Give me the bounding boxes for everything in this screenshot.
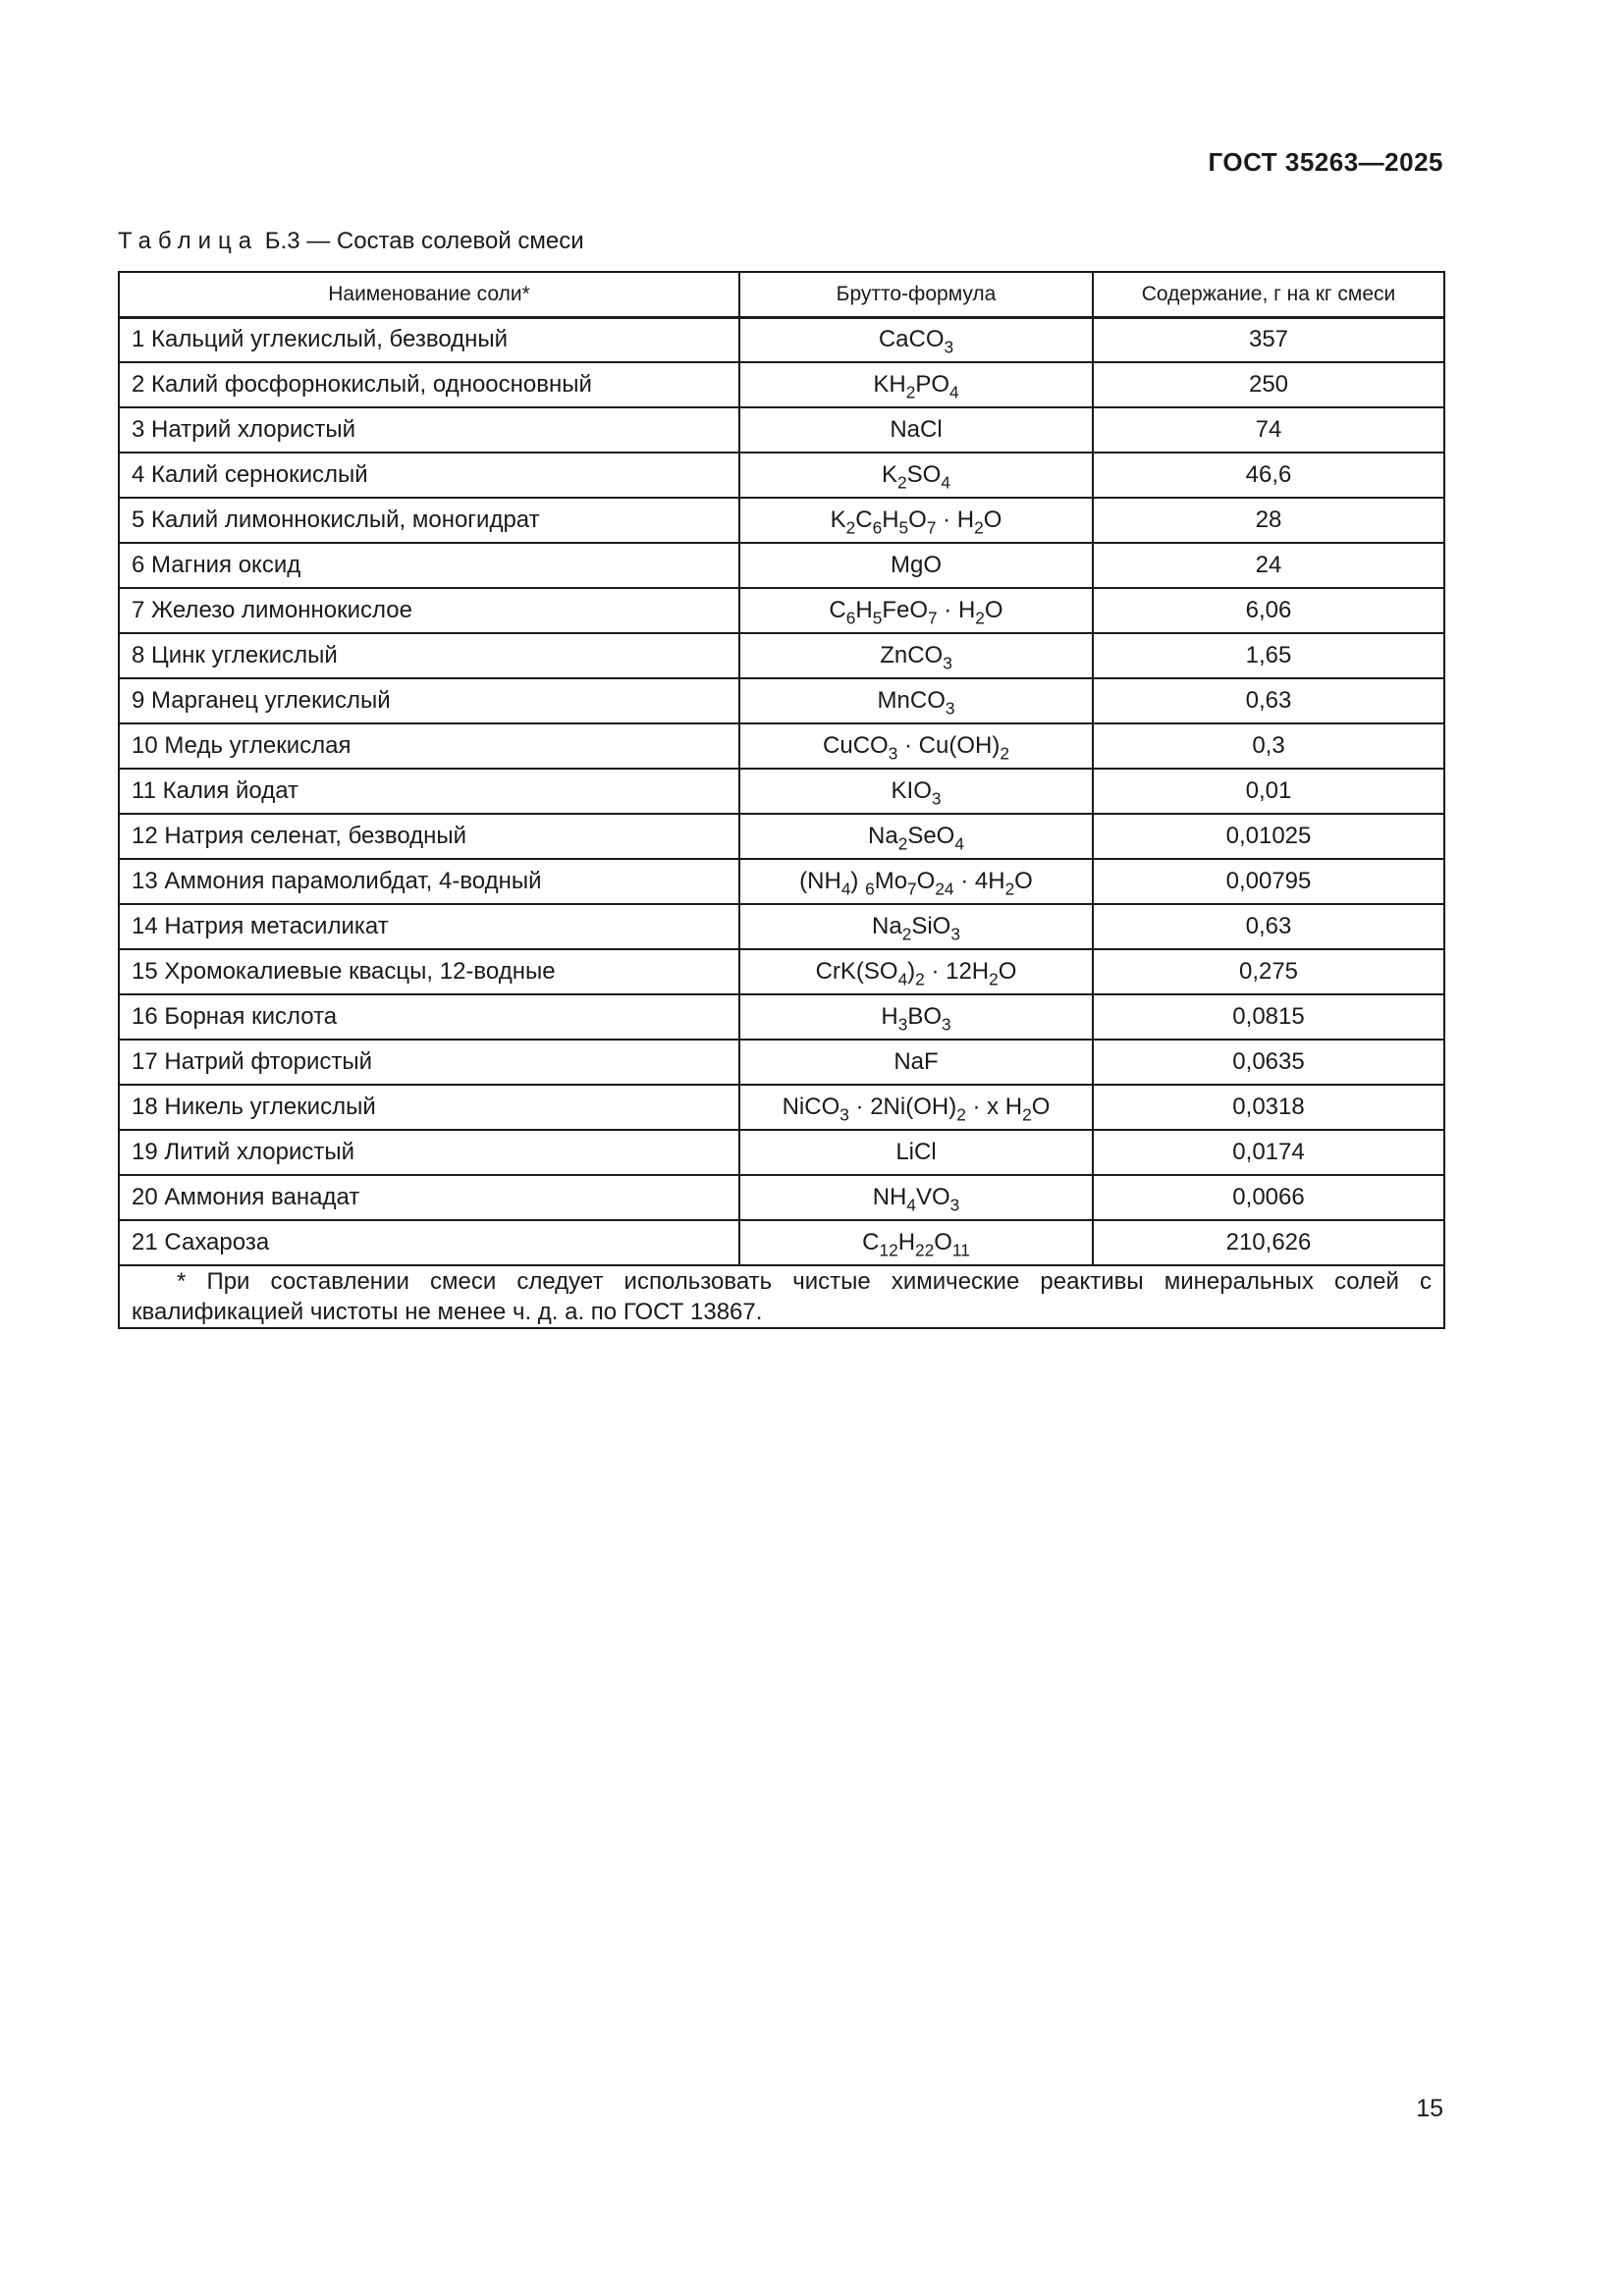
amount-cell: 0,3 bbox=[1093, 723, 1444, 769]
gross-formula-cell bbox=[739, 407, 1093, 453]
salt-name-cell: 21 Сахароза bbox=[119, 1220, 739, 1265]
document-code: ГОСТ 35263—2025 bbox=[1208, 147, 1443, 177]
formula-text: O bbox=[934, 1229, 952, 1255]
gross-formula-cell bbox=[739, 814, 1093, 859]
salt-name-cell: 5 Калий лимоннокислый, моногидрат bbox=[119, 498, 739, 543]
formula-text: O bbox=[984, 597, 1003, 623]
formula-text: · 4H bbox=[953, 868, 1005, 894]
salt-name-cell: 2 Калий фосфорнокислый, одноосновный bbox=[119, 362, 739, 407]
formula-text: Na bbox=[872, 913, 902, 939]
formula-subscript: 3 bbox=[888, 743, 898, 764]
salt-name-cell: 14 Натрия метасиликат bbox=[119, 904, 739, 949]
formula-subscript: 24 bbox=[935, 879, 954, 899]
formula-text: PO bbox=[915, 371, 950, 398]
formula-text: O bbox=[998, 958, 1017, 985]
table-footnote bbox=[119, 1265, 1444, 1328]
table-row bbox=[119, 543, 1444, 588]
formula-text: C bbox=[855, 507, 873, 533]
gross-formula-cell bbox=[739, 1175, 1093, 1220]
salt-name-cell: 12 Натрия селенат, безводный bbox=[119, 814, 739, 859]
salt-name-cell: 1 Кальций углекислый, безводный bbox=[119, 317, 739, 362]
table-row bbox=[119, 723, 1444, 769]
amount-cell: 0,0635 bbox=[1093, 1040, 1444, 1085]
formula-subscript: 5 bbox=[898, 517, 909, 538]
formula-subscript: 5 bbox=[872, 608, 883, 628]
gross-formula-cell bbox=[739, 317, 1093, 362]
salt-name-cell: 8 Цинк углекислый bbox=[119, 633, 739, 678]
formula-subscript: 4 bbox=[840, 879, 851, 899]
formula-subscript: 2 bbox=[974, 517, 984, 538]
salt-name-cell: 20 Аммония ванадат bbox=[119, 1175, 739, 1220]
formula-text: H bbox=[881, 1003, 898, 1030]
formula-text: VO bbox=[915, 1184, 950, 1210]
formula-subscript: 2 bbox=[989, 969, 999, 989]
table-body bbox=[119, 317, 1444, 1265]
formula-text: ) bbox=[850, 868, 866, 894]
formula-text: MnCO bbox=[877, 687, 946, 714]
formula-text: BO bbox=[907, 1003, 943, 1030]
gross-formula-cell bbox=[739, 453, 1093, 498]
page-number: 15 bbox=[1416, 2095, 1443, 2122]
gross-formula-cell bbox=[739, 723, 1093, 769]
formula-text: · 12H bbox=[924, 958, 990, 985]
formula-subscript: 6 bbox=[865, 879, 875, 899]
gross-formula-cell bbox=[739, 1085, 1093, 1130]
salt-name-cell: 15 Хромокалиевые квасцы, 12-водные bbox=[119, 949, 739, 994]
formula-text: O bbox=[916, 868, 936, 894]
formula-subscript: 2 bbox=[897, 472, 907, 493]
formula-subscript: 4 bbox=[897, 969, 908, 989]
gross-formula-cell bbox=[739, 678, 1093, 723]
salt-name-cell: 10 Медь углекислая bbox=[119, 723, 739, 769]
amount-cell: 0,0174 bbox=[1093, 1130, 1444, 1175]
amount-cell: 0,0318 bbox=[1093, 1085, 1444, 1130]
formula-text: SiO bbox=[911, 913, 951, 939]
table-row bbox=[119, 588, 1444, 633]
table-row bbox=[119, 904, 1444, 949]
formula-text: H bbox=[882, 507, 899, 533]
formula-text: CrK(SO bbox=[815, 958, 898, 985]
gross-formula-cell bbox=[739, 859, 1093, 904]
amount-cell: 0,63 bbox=[1093, 904, 1444, 949]
table-row bbox=[119, 362, 1444, 407]
table-row bbox=[119, 498, 1444, 543]
formula-text: · 2Ni(OH) bbox=[848, 1094, 957, 1120]
formula-text: LiCl bbox=[895, 1139, 937, 1165]
formula-subscript: 3 bbox=[945, 698, 955, 719]
formula-text: KIO bbox=[891, 777, 932, 804]
table-row bbox=[119, 1220, 1444, 1265]
table-row bbox=[119, 1040, 1444, 1085]
amount-cell: 0,0815 bbox=[1093, 994, 1444, 1040]
formula-subscript: 3 bbox=[950, 924, 960, 944]
table-row bbox=[119, 949, 1444, 994]
formula-text: CaCO bbox=[878, 326, 945, 353]
formula-subscript: 2 bbox=[915, 969, 925, 989]
amount-cell: 0,275 bbox=[1093, 949, 1444, 994]
gross-formula-cell bbox=[739, 1220, 1093, 1265]
amount-cell: 24 bbox=[1093, 543, 1444, 588]
formula-text: KH bbox=[873, 371, 906, 398]
salt-name-cell: 3 Натрий хлористый bbox=[119, 407, 739, 453]
footnote-text: * При составлении смеси следует использовать чистые химические реактивы минеральных солей с квалификацией чистоты не менее ч. д. а. по ГОСТ 13867. bbox=[132, 1268, 1432, 1325]
salt-name-cell: 7 Железо лимоннокислое bbox=[119, 588, 739, 633]
formula-subscript: 2 bbox=[1004, 879, 1015, 899]
formula-subscript: 2 bbox=[845, 517, 856, 538]
table-row bbox=[119, 453, 1444, 498]
amount-cell: 1,65 bbox=[1093, 633, 1444, 678]
gross-formula-cell bbox=[739, 588, 1093, 633]
table-row bbox=[119, 994, 1444, 1040]
table-row bbox=[119, 1130, 1444, 1175]
formula-text: ZnCO bbox=[880, 642, 944, 668]
amount-cell: 0,00795 bbox=[1093, 859, 1444, 904]
formula-text: O bbox=[908, 507, 927, 533]
amount-cell: 46,6 bbox=[1093, 453, 1444, 498]
formula-subscript: 2 bbox=[1022, 1104, 1032, 1125]
formula-subscript: 2 bbox=[1000, 743, 1009, 764]
amount-cell: 0,01 bbox=[1093, 769, 1444, 814]
column-header-amount: Содержание, г на кг смеси bbox=[1093, 272, 1444, 317]
table-row bbox=[119, 814, 1444, 859]
column-header-name: Наименование соли* bbox=[119, 272, 739, 317]
gross-formula-cell bbox=[739, 949, 1093, 994]
formula-subscript: 7 bbox=[928, 608, 938, 628]
gross-formula-cell bbox=[739, 1040, 1093, 1085]
formula-text: Na bbox=[868, 823, 898, 849]
salt-name-cell: 19 Литий хлористый bbox=[119, 1130, 739, 1175]
formula-text: · H bbox=[936, 507, 975, 533]
formula-text: NiCO bbox=[782, 1094, 840, 1120]
table-row bbox=[119, 633, 1444, 678]
formula-subscript: 4 bbox=[954, 833, 964, 854]
formula-text: C bbox=[829, 597, 846, 623]
formula-text: NaCl bbox=[890, 416, 943, 443]
amount-cell: 6,06 bbox=[1093, 588, 1444, 633]
footnote-row bbox=[119, 1265, 1444, 1328]
amount-cell: 210,626 bbox=[1093, 1220, 1444, 1265]
formula-subscript: 3 bbox=[942, 1014, 951, 1035]
formula-text: H bbox=[897, 1229, 916, 1255]
amount-cell: 250 bbox=[1093, 362, 1444, 407]
formula-text: O bbox=[983, 507, 1002, 533]
formula-text: (NH bbox=[799, 868, 841, 894]
formula-text: FeO bbox=[882, 597, 929, 623]
table-row bbox=[119, 678, 1444, 723]
formula-text: · x H bbox=[965, 1094, 1023, 1120]
formula-subscript: 22 bbox=[915, 1240, 935, 1260]
formula-subscript: 2 bbox=[956, 1104, 966, 1125]
table-row bbox=[119, 1085, 1444, 1130]
table-row bbox=[119, 769, 1444, 814]
salt-name-cell: 6 Магния оксид bbox=[119, 543, 739, 588]
salt-name-cell: 9 Марганец углекислый bbox=[119, 678, 739, 723]
table-header-row bbox=[119, 272, 1444, 317]
formula-subscript: 4 bbox=[941, 472, 950, 493]
table-caption-text: Б.3 — Состав солевой смеси bbox=[264, 228, 584, 254]
formula-subscript: 4 bbox=[949, 382, 959, 402]
formula-text: SeO bbox=[907, 823, 955, 849]
table-row bbox=[119, 859, 1444, 904]
salt-name-cell: 4 Калий сернокислый bbox=[119, 453, 739, 498]
formula-text: CuCO bbox=[823, 732, 889, 759]
formula-subscript: 3 bbox=[839, 1104, 849, 1125]
formula-subscript: 4 bbox=[906, 1195, 916, 1215]
formula-text: SO bbox=[906, 461, 942, 488]
table-row bbox=[119, 407, 1444, 453]
salt-mixture-table bbox=[118, 271, 1445, 1329]
formula-text: ) bbox=[907, 958, 916, 985]
amount-cell: 28 bbox=[1093, 498, 1444, 543]
formula-subscript: 3 bbox=[897, 1014, 908, 1035]
salt-name-cell: 13 Аммония парамолибдат, 4-водный bbox=[119, 859, 739, 904]
formula-subscript: 6 bbox=[845, 608, 856, 628]
amount-cell: 0,01025 bbox=[1093, 814, 1444, 859]
formula-subscript: 3 bbox=[949, 1195, 960, 1215]
gross-formula-cell bbox=[739, 498, 1093, 543]
formula-text: O bbox=[1031, 1094, 1051, 1120]
formula-subscript: 2 bbox=[905, 382, 916, 402]
formula-subscript: 11 bbox=[951, 1240, 970, 1260]
formula-text: NaF bbox=[893, 1048, 939, 1075]
formula-text: H bbox=[855, 597, 873, 623]
salt-name-cell: 17 Натрий фтористый bbox=[119, 1040, 739, 1085]
formula-subscript: 7 bbox=[907, 879, 917, 899]
formula-subscript: 2 bbox=[897, 833, 908, 854]
formula-text: NH bbox=[872, 1184, 907, 1210]
gross-formula-cell bbox=[739, 1130, 1093, 1175]
table-row bbox=[119, 1175, 1444, 1220]
formula-text: · Cu(OH) bbox=[897, 732, 1001, 759]
table-caption bbox=[118, 228, 584, 255]
formula-subscript: 3 bbox=[944, 337, 954, 357]
table-caption-prefix: Таблица bbox=[118, 228, 259, 254]
amount-cell: 74 bbox=[1093, 407, 1444, 453]
formula-text: O bbox=[1014, 868, 1033, 894]
formula-text: Mo bbox=[874, 868, 908, 894]
gross-formula-cell bbox=[739, 633, 1093, 678]
formula-subscript: 12 bbox=[879, 1240, 898, 1260]
formula-subscript: 3 bbox=[931, 788, 942, 809]
table-row bbox=[119, 317, 1444, 362]
formula-text: · H bbox=[937, 597, 976, 623]
amount-cell: 357 bbox=[1093, 317, 1444, 362]
amount-cell: 0,0066 bbox=[1093, 1175, 1444, 1220]
salt-name-cell: 18 Никель углекислый bbox=[119, 1085, 739, 1130]
gross-formula-cell bbox=[739, 769, 1093, 814]
column-header-formula: Брутто-формула bbox=[739, 272, 1093, 317]
gross-formula-cell bbox=[739, 362, 1093, 407]
gross-formula-cell bbox=[739, 994, 1093, 1040]
gross-formula-cell bbox=[739, 904, 1093, 949]
salt-name-cell: 16 Борная кислота bbox=[119, 994, 739, 1040]
formula-text: MgO bbox=[890, 552, 942, 578]
salt-name-cell: 11 Калия йодат bbox=[119, 769, 739, 814]
gross-formula-cell bbox=[739, 543, 1093, 588]
amount-cell: 0,63 bbox=[1093, 678, 1444, 723]
formula-subscript: 3 bbox=[943, 653, 952, 673]
formula-text: C bbox=[862, 1229, 880, 1255]
formula-subscript: 2 bbox=[901, 924, 912, 944]
formula-text: K bbox=[830, 507, 846, 533]
formula-text: K bbox=[882, 461, 898, 488]
formula-subscript: 6 bbox=[872, 517, 883, 538]
formula-subscript: 7 bbox=[926, 517, 937, 538]
formula-subscript: 2 bbox=[975, 608, 985, 628]
